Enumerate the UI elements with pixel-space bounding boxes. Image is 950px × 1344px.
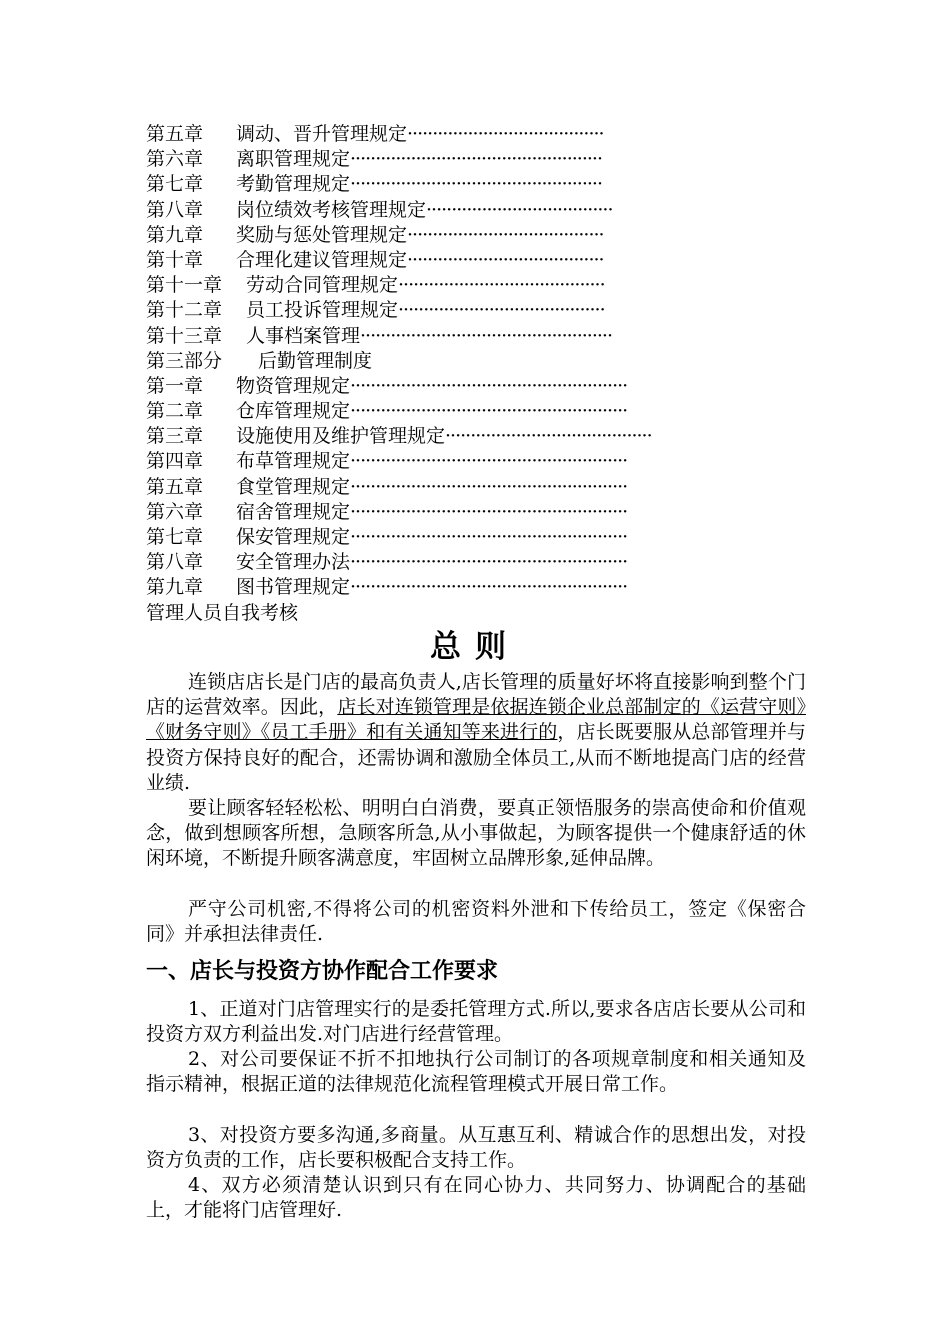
toc-chapter-title: 宿舍管理规定 [236,500,351,523]
toc-leader-dots: ······································· [407,123,604,145]
intro-p1-underlined-text: 店长对连锁管理是依据连锁企业总部制定的《运营守则》《财务守则》《员工手册》和有关通知等来进行的 [146,696,806,744]
toc-leader-dots: ·················································· [350,148,602,171]
toc-entry [146,147,806,172]
toc-leader-dots: ·················································· [350,173,602,196]
toc-chapter-label: 第十三章 [146,324,223,347]
toc-chapter-title: 调动、晋升管理规定 [236,123,408,145]
intro-paragraph-2: 要让顾客轻轻松松、明明白白消费，要真正领悟服务的崇高使命和价值观念，做到想顾客所想，急顾客所急,从小事做起，为顾客提供一个健康舒适的休闲环境，不断提升顾客满意度，牢固树立品牌形象,延伸品牌。 [146,797,806,870]
toc-chapter-title: 考勤管理规定 [236,173,351,196]
toc-leader-dots: ······················································· [350,475,628,498]
toc-chapter-title: 离职管理规定 [236,148,351,171]
toc-chapter-label: 第三章 [146,425,204,448]
toc-chapter-label: 第五章 [146,123,204,145]
toc-leader-dots: ······················································· [350,374,628,397]
toc-chapter-title: 岗位绩效考核管理规定 [236,198,427,221]
toc-entry [146,374,806,399]
intro-p1-text-end: ，店长既要服从总部管理并与投资方保持良好的配合，还需协调和激励全体员工,从而不断地提高门店的经营业绩. [146,721,806,794]
toc-chapter-title: 图书管理规定 [236,576,351,599]
toc-chapter-title: 安全管理办法 [236,551,351,574]
toc-leader-dots: ······················································· [350,500,628,523]
toc-chapter-label: 第七章 [146,173,204,196]
toc-entry [146,273,806,298]
toc-entry [146,500,806,525]
toc-chapter-label: 第五章 [146,475,204,498]
toc-chapter-title: 设施使用及维护管理规定 [236,425,446,448]
toc-chapter-title: 后勤管理制度 [258,349,373,372]
toc-entry [146,172,806,197]
toc-chapter-label: 第六章 [146,148,204,171]
intro-paragraph-1 [146,670,806,796]
toc-leader-dots: ········································· [398,299,605,322]
toc-chapter-title: 奖励与惩处管理规定 [236,223,408,246]
toc-chapter-title: 物资管理规定 [236,374,351,397]
toc-chapter-label: 第十章 [146,248,204,271]
toc-chapter-label: 第七章 [146,526,204,548]
toc-entry [146,525,806,550]
toc-entry [146,223,806,248]
table-of-contents [146,122,806,626]
toc-leader-dots: ····································· [426,198,613,221]
toc-chapter-title: 保安管理规定 [236,526,351,548]
toc-chapter-label: 第九章 [146,223,204,246]
toc-chapter-label: 第六章 [146,500,204,523]
section-item-3: 3、对投资方要多沟通,多商量。从互惠互利、精诚合作的思想出发，对投资方负责的工作，店长要积极配合支持工作。 [146,1124,806,1172]
toc-leader-dots: ········································· [398,274,605,297]
toc-entry [146,449,806,474]
intro-p1-text: 连锁店店长是门店的最高负责人,店长管理的质量好坏将直接影响到整个门店的运营效率。因此， [146,671,806,719]
toc-leader-dots: ·················································· [360,324,612,347]
section-item-1: 1、正道对门店管理实行的是委托管理方式.所以,要求各店店长要从公司和投资方双方利益出发.对门店进行经营管理。 [146,998,806,1046]
toc-entry [146,349,806,374]
toc-leader-dots: ······································· [407,223,604,246]
toc-chapter-label: 第四章 [146,450,204,473]
section-item-2: 2、对公司要保证不折不扣地执行公司制订的各项规章制度和相关通知及指示精神，根据正道的法律规范化流程管理模式开展日常工作。 [146,1048,806,1096]
toc-leader-dots: ······················································· [350,526,628,548]
section-item-4: 4、双方必须清楚认识到只有在同心协力、共同努力、协调配合的基础上，才能将门店管理好. [146,1174,806,1222]
toc-entry [146,198,806,223]
toc-chapter-label: 第一章 [146,374,204,397]
toc-entry [146,399,806,424]
toc-leader-dots: ······················································· [350,400,628,423]
toc-entry [146,248,806,273]
section-heading: 一、店长与投资方协作配合工作要求 [146,959,499,984]
toc-chapter-label: 第九章 [146,576,204,599]
toc-chapter-title: 仓库管理规定 [236,400,351,423]
toc-chapter-title: 员工投诉管理规定 [246,299,399,322]
toc-chapter-label: 第八章 [146,198,204,221]
toc-entry [146,550,806,575]
toc-chapter-label: 第三部分 [146,349,223,372]
toc-leader-dots: ······················································· [350,576,628,599]
toc-chapter-title: 布草管理规定 [236,450,351,473]
toc-entry [146,122,806,147]
toc-chapter-label: 管理人员自我考核 [146,601,299,624]
toc-chapter-label: 第十二章 [146,299,223,322]
toc-leader-dots: ······················································· [350,450,628,473]
toc-leader-dots: ······················································· [350,551,628,574]
toc-chapter-title: 劳动合同管理规定 [246,274,399,297]
toc-chapter-title: 食堂管理规定 [236,475,351,498]
toc-leader-dots: ······································· [407,248,604,271]
toc-chapter-title: 人事档案管理 [246,324,361,347]
toc-chapter-label: 第二章 [146,400,204,423]
toc-entry [146,324,806,349]
main-title: 总则 [430,629,520,665]
toc-leader-dots: ········································· [445,425,652,448]
toc-entry [146,575,806,600]
intro-paragraph-3: 严守公司机密,不得将公司的机密资料外泄和下传给员工，签定《保密合同》并承担法律责任. [146,898,806,946]
toc-entry [146,424,806,449]
toc-chapter-label: 第八章 [146,551,204,574]
toc-entry [146,298,806,323]
toc-chapter-label: 第十一章 [146,274,223,297]
toc-entry [146,475,806,500]
toc-chapter-title: 合理化建议管理规定 [236,248,408,271]
